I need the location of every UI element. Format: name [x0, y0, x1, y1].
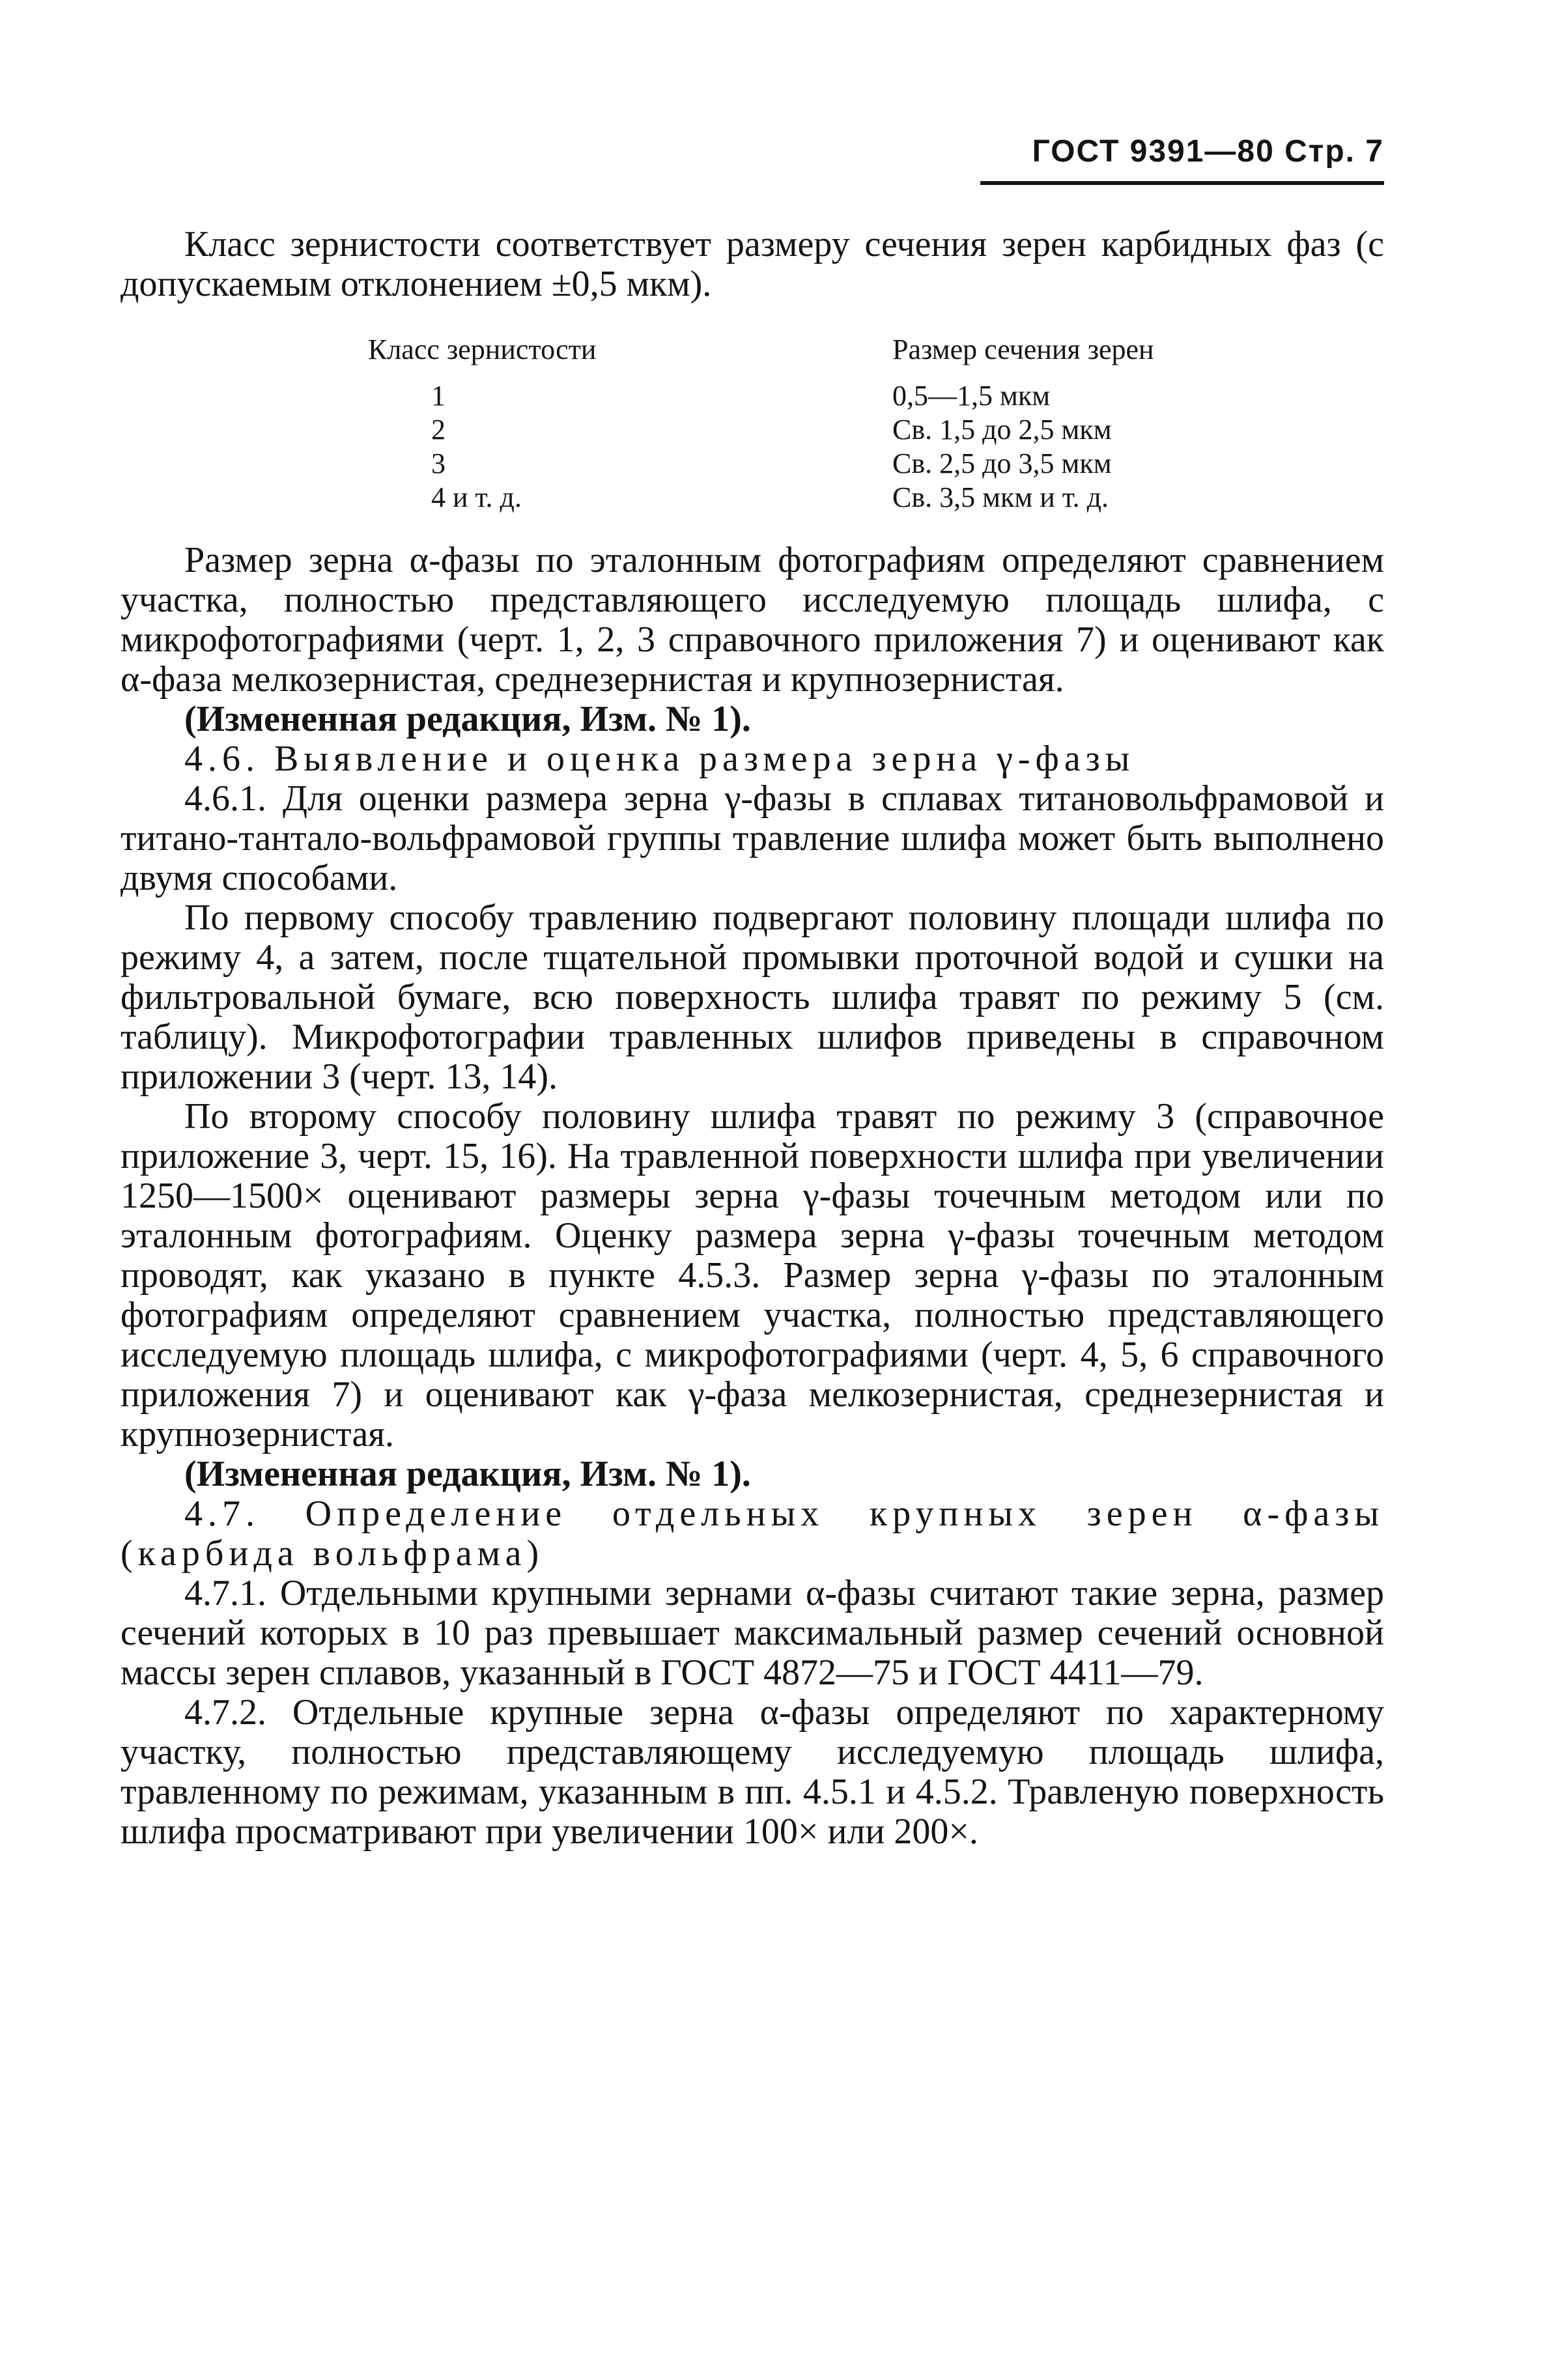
intro-paragraph: Класс зернистости соответствует размеру сечения зерен карбидных фаз (с допускаемым отклонением ±0,5 мкм).	[120, 224, 1384, 304]
page-header	[1032, 134, 1384, 169]
section-heading-4-6: 4.6. Выявление и оценка размера зерна γ-фазы	[184, 739, 1135, 779]
clause-4-7-1: 4.7.1. Отдельными крупными зернами α-фазы считают такие зерна, размер сечений которых в 10 раз превышает максимальный размер сечений основной массы зерен сплавов, указанный в ГОСТ 4872—75 и ГОСТ 4411—79.	[120, 1573, 1384, 1693]
table-row	[120, 379, 1384, 413]
section-heading-4-7: 4.7. Определение отдельных крупных зерен α-фазы (карбида вольфрама)	[120, 1494, 1384, 1574]
table-row	[120, 481, 1384, 515]
method-one-paragraph: По первому способу травлению подвергают половину площади шлифа по режиму 4, а затем, после тщательной промывки проточной водой и сушки на фильтровальной бумаге, всю поверхность шлифа травят по режиму 5 (см. таблицу). Микрофотографии травленных шлифов приведены в справочном приложении 3 (черт. 13, 14).	[120, 898, 1384, 1097]
table-cell-size: Св. 2,5 до 3,5 мкм	[892, 447, 1112, 479]
clause-4-7-2: 4.7.2. Отдельные крупные зерна α-фазы определяют по характерному участку, полностью представляющему исследуемую площадь шлифа, травленному по режимам, указанным в пп. 4.5.1 и 4.5.2. Травленую поверхность шлифа просматривают при увеличении 100× или 200×.	[120, 1692, 1384, 1852]
header-rule	[980, 181, 1384, 185]
clause-4-6-1: 4.6.1. Для оценки размера зерна γ-фазы в сплавах титановольфрамовой и титано-тантало-вольфрамовой группы травление шлифа может быть выполнено двумя способами.	[120, 778, 1384, 898]
table-cell-class: 4 и т. д.	[431, 481, 522, 513]
method-two-paragraph: По второму способу половину шлифа травят по режиму 3 (справочное приложение 3, черт. 15, 16). На травленной поверхности шлифа при увеличении 1250—1500× оценивают размеры зерна γ-фазы точечным методом или по эталонным фотографиям. Оценку размера зерна γ-фазы точечным методом проводят, как указано в пункте 4.5.3. Размер зерна γ-фазы по эталонным фотографиям определяют сравнением участка, полностью представляющего исследуемую площадь шлифа, с микрофотографиями (черт. 4, 5, 6 справочного приложения 7) и оценивают как γ-фаза мелкозернистая, среднезернистая и крупнозернистая.	[120, 1096, 1384, 1454]
amendment-note: (Измененная редакция, Изм. № 1).	[184, 699, 751, 739]
table-header	[120, 332, 1384, 367]
table-cell-size: Св. 3,5 мкм и т. д.	[892, 481, 1109, 513]
standard-number: ГОСТ 9391—80	[1032, 134, 1275, 169]
table-cell-size: 0,5—1,5 мкм	[892, 380, 1051, 412]
column-header-size: Размер сечения зерен	[892, 333, 1154, 365]
column-header-class: Класс зернистости	[368, 333, 597, 365]
page-number: Стр. 7	[1284, 134, 1384, 169]
alpha-phase-paragraph: Размер зерна α-фазы по эталонным фотографиям определяют сравнением участка, полностью представляющего исследуемую площадь шлифа, с микрофотографиями (черт. 1, 2, 3 справочного приложения 7) и оценивают как α-фаза мелкозернистая, среднезернистая и крупнозернистая.	[120, 540, 1384, 700]
table-row	[120, 413, 1384, 447]
table-cell-size: Св. 1,5 до 2,5 мкм	[892, 414, 1112, 446]
table-cell-class: 1	[431, 380, 446, 412]
amendment-note: (Измененная редакция, Изм. № 1).	[184, 1454, 751, 1494]
table-row	[120, 447, 1384, 481]
table-cell-class: 2	[431, 414, 446, 446]
grain-class-table	[120, 332, 1384, 515]
page-content	[120, 225, 1384, 1852]
document-page	[120, 0, 1384, 2380]
table-cell-class: 3	[431, 447, 446, 479]
